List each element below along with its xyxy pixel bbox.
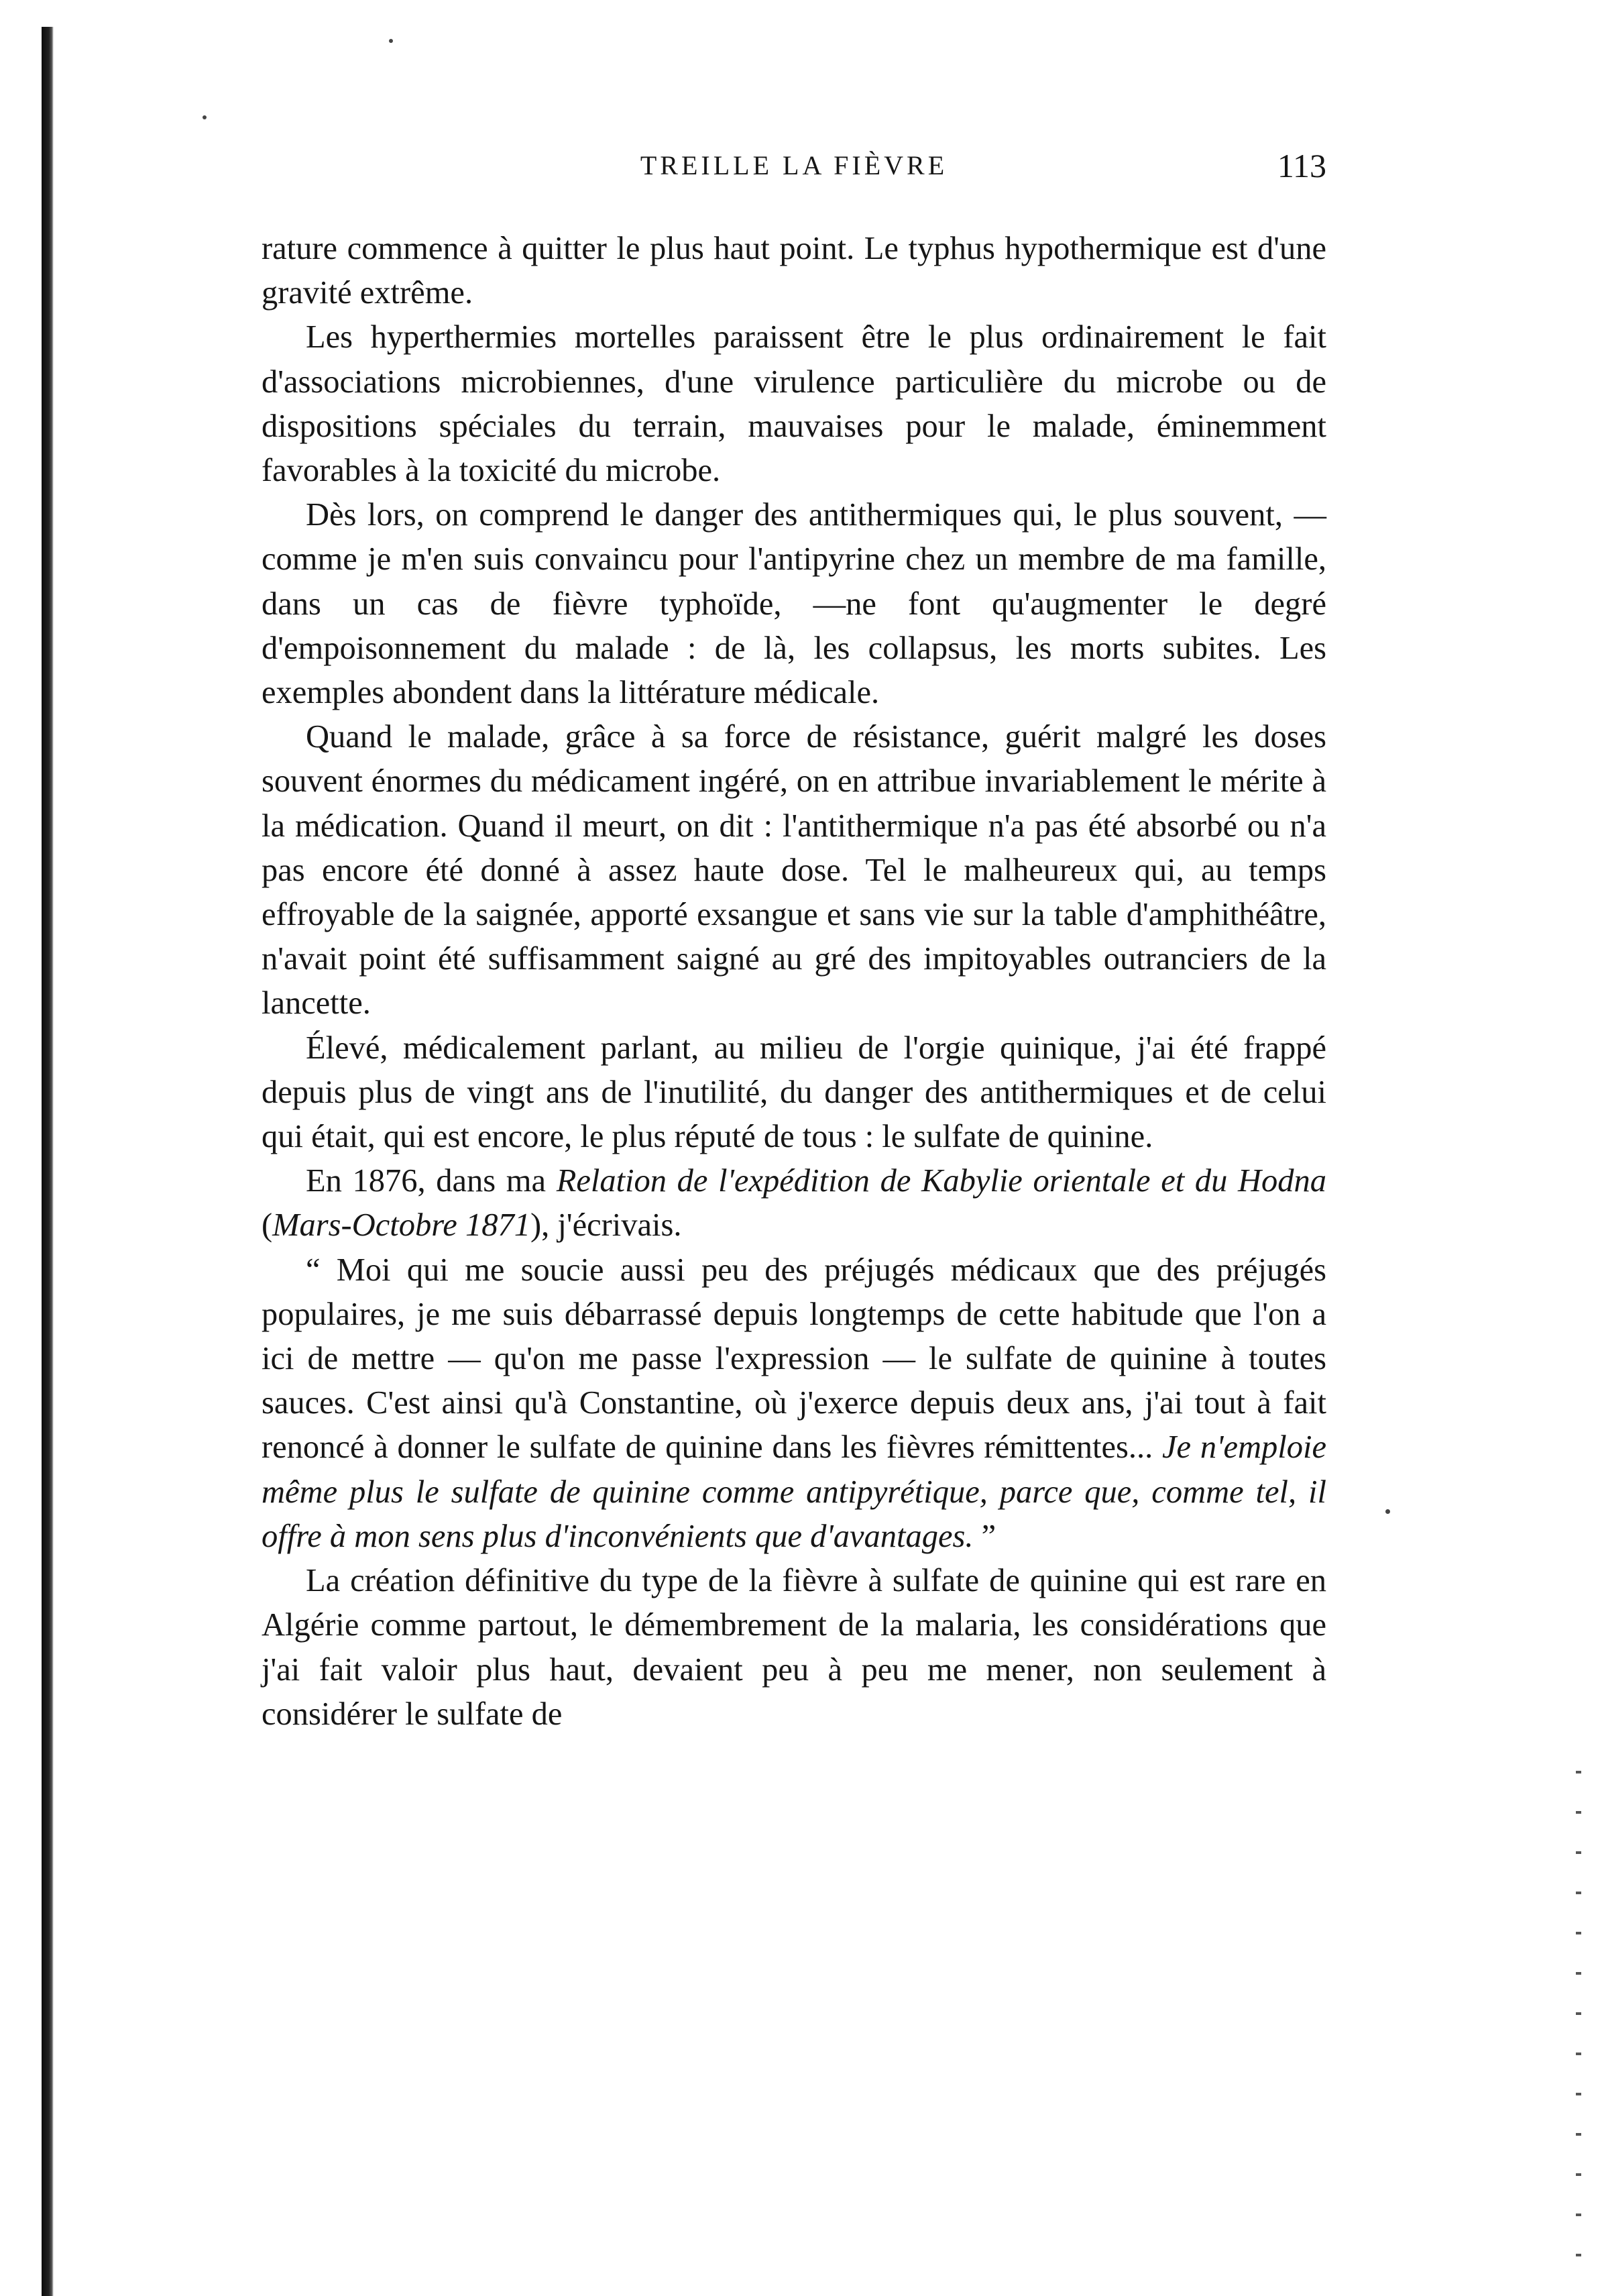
citation-title: Relation de l'expédition de Kabylie orientale et du Hodna <box>556 1163 1326 1199</box>
scan-speck <box>1385 1509 1390 1514</box>
running-title: TREILLE LA FIÈVRE <box>640 150 948 180</box>
quote-close: ” <box>973 1518 996 1554</box>
paragraph: La création définitive du type de la fièvre à sulfate de quinine qui est rare en Algérie comme partout, le démembrement de la malaria, les considérations que j'ai fait valoir plus haut, devaient peu à peu me mener, non seulement à considérer le sulfate de <box>262 1563 1326 1732</box>
citation-lead: En 1876, dans ma <box>306 1163 557 1199</box>
paragraph: Quand le malade, grâce à sa force de résistance, guérit malgré les doses souvent énormes du médicament ingéré, on en attribue invariablement le mérite à la médication. Quand il meurt, on dit : l'antithermique n'a pas été absorbé ou n'a pas encore été donné à assez haute dose. Tel le malheureux qui, au temps effroyable de la saignée, apporté exsangue et sans vie sur la table d'amphithéâtre, n'avait point été suffisamment saigné au gré des impitoyables outranciers de la lancette. <box>262 719 1326 1022</box>
quote-paragraph <box>262 1248 1326 1559</box>
scan-speck <box>203 115 207 119</box>
scan-speck <box>389 39 393 43</box>
page-number: 113 <box>1277 147 1326 184</box>
body-text <box>262 227 1326 1737</box>
quote-text: “ Moi qui me soucie aussi peu des préjugés médicaux que des préjugés populaires, je me suis débarrassé depuis longtemps de cette habitude que l'on a ici de mettre — qu'on me passe l'expression — le sulfate de quinine à toutes sauces. C'est ainsi qu'à Constantine, où j'exerce depuis deux ans, j'ai tout à fait renoncé à donner le sulfate de quinine dans les fièvres rémittentes... <box>262 1252 1326 1466</box>
scan-binding-edge <box>42 27 54 2296</box>
scan-gutter-marks <box>1576 1771 1581 2281</box>
running-head <box>262 142 1326 189</box>
quote-italic-text: Je n'emploie même plus le sulfate de quinine comme antipyrétique, parce que, comme tel, il offre à mon sens plus d'inconvénients que d'avantages. <box>262 1429 1326 1554</box>
citation-open-paren: ( <box>262 1207 273 1244</box>
paragraph: rature commence à quitter le plus haut point. Le typhus hypothermique est d'une gravité extrême. <box>262 231 1326 311</box>
paragraph: Dès lors, on comprend le danger des antithermiques qui, le plus souvent, — comme je m'en suis convaincu pour l'antipyrine chez un membre de ma famille, dans un cas de fièvre typhoïde, —ne font qu'augmenter le degré d'empoisonnement du malade : de là, les collapsus, les morts subites. Les exemples abondent dans la littérature médicale. <box>262 497 1326 711</box>
citation-date: Mars-Octobre 1871 <box>272 1207 530 1244</box>
paragraph: Élevé, médicalement parlant, au milieu de l'orgie quinique, j'ai été frappé depuis plus de vingt ans de l'inutilité, du danger des antithermiques et de celui qui était, qui est encore, le plus réputé de tous : le sulfate de quinine. <box>262 1030 1326 1155</box>
citation-tail: ), j'écrivais. <box>530 1207 682 1244</box>
paragraph: Les hyperthermies mortelles paraissent être le plus ordinairement le fait d'associations microbiennes, d'une virulence particulière du microbe ou de dispositions spéciales du terrain, mauvaises pour le malade, éminemment favorables à la toxicité du microbe. <box>262 319 1326 489</box>
citation-paragraph <box>262 1159 1326 1248</box>
